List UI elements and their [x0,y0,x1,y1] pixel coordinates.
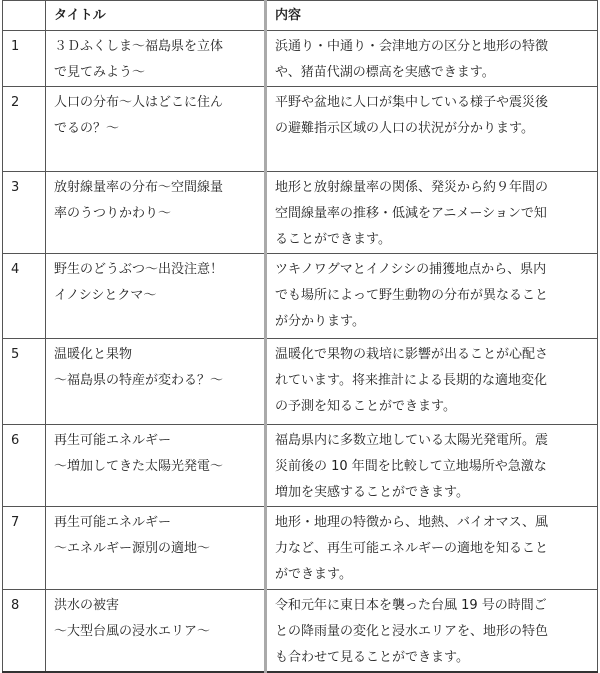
table-row [3,31,598,87]
content-line: れています。将来推計による長期的な適地変化 [275,373,547,388]
table-row [3,87,598,172]
content-line: 災前後の 10 年間を比較して立地場所や急激な [275,459,547,474]
content-line: ができます。 [275,567,352,582]
row-title [46,31,266,87]
content-line: ツキノワグマとイノシシの捕獲地点から、県内 [275,262,547,277]
row-content [266,507,598,590]
row-content [266,425,598,507]
table-row [3,507,598,590]
row-number: 5 [3,339,46,425]
header-title: タイトル [46,1,266,31]
title-line: ～エネルギー源別の適地～ [54,541,211,556]
content-line: 増加を実感することができます。 [275,485,469,500]
content-line: 福島県内に多数立地している太陽光発電所。震 [275,433,549,448]
content-line: でも場所によって野生動物の分布が異なること [275,288,549,303]
title-line: 洪水の被害 [54,598,120,613]
row-title [46,590,266,673]
content-line: の避難指示区域の人口の状況が分かります。 [275,121,534,136]
row-number: 4 [3,254,46,339]
row-number: 6 [3,425,46,507]
header-content: 内容 [266,1,598,31]
content-line: 地形・地理の特徴から、地熱、バイオマス、風 [275,515,549,530]
row-title [46,87,266,172]
row-title [46,425,266,507]
table-row [3,172,598,254]
table-row [3,254,598,339]
content-line: 平野や盆地に人口が集中している様子や震災後 [275,95,549,110]
row-content [266,339,598,425]
content-line: も合わせて見ることができます。 [275,650,469,665]
row-title [46,339,266,425]
row-content [266,172,598,254]
row-number: 1 [3,31,46,87]
table-row [3,339,598,425]
content-line: 令和元年に東日本を襲った台風 19 号の時間ご [275,598,547,613]
content-line: が分かります。 [275,314,365,329]
row-number: 7 [3,507,46,590]
row-title [46,254,266,339]
row-number: 2 [3,87,46,172]
title-line: 人口の分布～人はどこに住ん [54,95,224,110]
contents-table [2,0,598,673]
title-line: ３Ｄふくしま～福島県を立体 [54,39,224,54]
content-line: 地形と放射線量率の関係、発災から約９年間の [275,180,549,195]
row-title [46,172,266,254]
title-line: ～大型台風の浸水エリア～ [54,624,211,639]
table-header-row [3,1,598,31]
row-number: 3 [3,172,46,254]
title-line: 放射線量率の分布～空間線量 [54,180,224,195]
row-number: 8 [3,590,46,673]
title-line: でるの？～ [54,121,120,136]
content-line: ることができます。 [275,232,391,247]
content-line: 空間線量率の推移・低減をアニメーションで知 [275,206,547,221]
content-line: との降雨量の変化と浸水エリアを、地形の特色 [275,624,549,639]
title-line: 野生のどうぶつ～出没注意！ [54,262,224,277]
content-line: 浜通り・中通り・会津地方の区分と地形の特徴 [275,39,549,54]
row-content [266,87,598,172]
title-line: 率のうつりかわり～ [54,206,172,221]
row-title [46,507,266,590]
content-line: 力など、再生可能エネルギーの適地を知ること [275,541,549,556]
title-line: 再生可能エネルギー [54,433,172,448]
title-line: で見てみよう～ [54,65,146,80]
row-content [266,254,598,339]
table-row [3,590,598,673]
row-content [266,590,598,673]
content-line: の予測を知ることができます。 [275,399,456,414]
content-line: 温暖化で果物の栽培に影響が出ることが心配さ [275,347,549,362]
title-line: 温暖化と果物 [54,347,133,362]
title-line: ～福島県の特産が変わる？～ [54,373,224,388]
header-no [3,1,46,31]
table-row [3,425,598,507]
title-line: 再生可能エネルギー [54,515,172,530]
content-line: や、猪苗代湖の標高を実感できます。 [275,65,495,80]
title-line: イノシシとクマ～ [54,288,157,303]
row-content [266,31,598,87]
title-line: ～増加してきた太陽光発電～ [54,459,224,474]
